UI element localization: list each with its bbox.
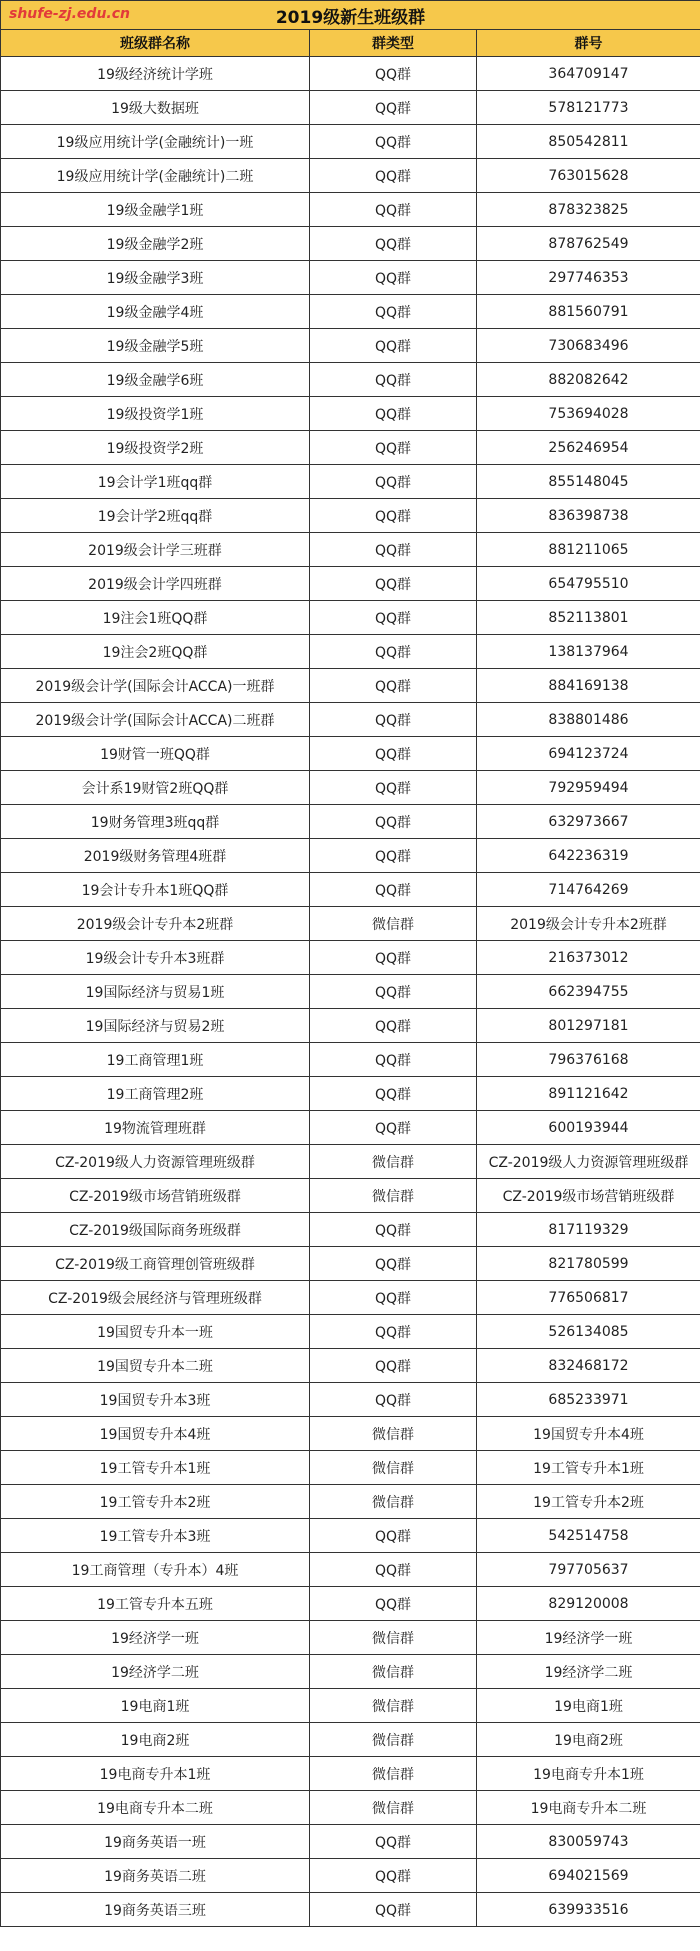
group-number-cell: 19工管专升本1班 [477, 1451, 700, 1485]
group-name-cell: 19工管专升本1班 [1, 1451, 310, 1485]
group-type-cell: QQ群 [310, 397, 477, 431]
group-name-cell: CZ-2019级工商管理创管班级群 [1, 1247, 310, 1281]
table-row [1, 159, 700, 193]
group-type-cell: QQ群 [310, 975, 477, 1009]
group-number-cell: 19经济学二班 [477, 1655, 700, 1689]
group-type-cell: 微信群 [310, 1451, 477, 1485]
group-number-cell: 19经济学一班 [477, 1621, 700, 1655]
group-name-cell: 19注会2班QQ群 [1, 635, 310, 669]
group-name-cell: 19级金融学5班 [1, 329, 310, 363]
table-row [1, 1723, 700, 1757]
group-type-cell: QQ群 [310, 737, 477, 771]
group-number-cell: 578121773 [477, 91, 700, 125]
group-number-cell: 714764269 [477, 873, 700, 907]
group-number-cell: 694021569 [477, 1859, 700, 1893]
group-name-cell: 19国贸专升本3班 [1, 1383, 310, 1417]
group-number-cell: 600193944 [477, 1111, 700, 1145]
group-name-cell: 19财务管理3班qq群 [1, 805, 310, 839]
group-number-cell: 832468172 [477, 1349, 700, 1383]
group-type-cell: QQ群 [310, 227, 477, 261]
group-type-cell: QQ群 [310, 1553, 477, 1587]
table-row [1, 1111, 700, 1145]
group-name-cell: 19工商管理2班 [1, 1077, 310, 1111]
group-name-cell: 19级应用统计学(金融统计)二班 [1, 159, 310, 193]
group-name-cell: 19国贸专升本4班 [1, 1417, 310, 1451]
table-row [1, 771, 700, 805]
group-type-cell: QQ群 [310, 1349, 477, 1383]
group-type-cell: 微信群 [310, 1723, 477, 1757]
group-name-cell: 19级大数据班 [1, 91, 310, 125]
group-type-cell: 微信群 [310, 1179, 477, 1213]
group-number-cell: 817119329 [477, 1213, 700, 1247]
group-type-cell: 微信群 [310, 1689, 477, 1723]
header-group-name: 班级群名称 [1, 30, 310, 57]
group-type-cell: QQ群 [310, 1859, 477, 1893]
table-row [1, 465, 700, 499]
group-name-cell: 19商务英语三班 [1, 1893, 310, 1927]
table-row [1, 1247, 700, 1281]
group-number-cell: CZ-2019级人力资源管理班级群 [477, 1145, 700, 1179]
group-type-cell: QQ群 [310, 839, 477, 873]
table-row [1, 669, 700, 703]
group-number-cell: 882082642 [477, 363, 700, 397]
watermark-text: shufe-zj.edu.cn [9, 6, 130, 22]
group-name-cell: 19级经济统计学班 [1, 57, 310, 91]
group-name-cell: 19工管专升本3班 [1, 1519, 310, 1553]
group-number-cell: 801297181 [477, 1009, 700, 1043]
group-type-cell: QQ群 [310, 635, 477, 669]
group-name-cell: 2019级会计学(国际会计ACCA)一班群 [1, 669, 310, 703]
group-type-cell: QQ群 [310, 57, 477, 91]
table-row [1, 1451, 700, 1485]
table-row [1, 329, 700, 363]
group-number-cell: 2019级会计专升本2班群 [477, 907, 700, 941]
group-type-cell: QQ群 [310, 1009, 477, 1043]
header-group-type: 群类型 [310, 30, 477, 57]
group-number-cell: 797705637 [477, 1553, 700, 1587]
group-number-cell: 685233971 [477, 1383, 700, 1417]
group-type-cell: QQ群 [310, 329, 477, 363]
group-number-cell: 891121642 [477, 1077, 700, 1111]
group-name-cell: CZ-2019级会展经济与管理班级群 [1, 1281, 310, 1315]
group-type-cell: QQ群 [310, 363, 477, 397]
table-row [1, 703, 700, 737]
group-type-cell: QQ群 [310, 1281, 477, 1315]
table-row [1, 941, 700, 975]
group-type-cell: QQ群 [310, 805, 477, 839]
group-name-cell: 19会计专升本1班QQ群 [1, 873, 310, 907]
group-type-cell: 微信群 [310, 1655, 477, 1689]
group-name-cell: 19级投资学2班 [1, 431, 310, 465]
group-name-cell: 19级金融学2班 [1, 227, 310, 261]
table-row [1, 567, 700, 601]
group-type-cell: QQ群 [310, 295, 477, 329]
table-row [1, 227, 700, 261]
group-number-cell: 297746353 [477, 261, 700, 295]
group-number-cell: 881211065 [477, 533, 700, 567]
group-number-cell: 632973667 [477, 805, 700, 839]
table-row [1, 839, 700, 873]
group-type-cell: QQ群 [310, 1213, 477, 1247]
group-name-cell: 19注会1班QQ群 [1, 601, 310, 635]
group-number-cell: CZ-2019级市场营销班级群 [477, 1179, 700, 1213]
group-name-cell: CZ-2019级市场营销班级群 [1, 1179, 310, 1213]
group-number-cell: 796376168 [477, 1043, 700, 1077]
group-type-cell: 微信群 [310, 1145, 477, 1179]
group-type-cell: QQ群 [310, 91, 477, 125]
group-name-cell: 2019级会计学(国际会计ACCA)二班群 [1, 703, 310, 737]
table-row [1, 261, 700, 295]
group-name-cell: 19商务英语一班 [1, 1825, 310, 1859]
group-name-cell: 19级投资学1班 [1, 397, 310, 431]
group-number-cell: 662394755 [477, 975, 700, 1009]
group-number-cell: 19电商1班 [477, 1689, 700, 1723]
table-row [1, 1893, 700, 1927]
group-number-cell: 19工管专升本2班 [477, 1485, 700, 1519]
group-type-cell: QQ群 [310, 1383, 477, 1417]
group-name-cell: CZ-2019级人力资源管理班级群 [1, 1145, 310, 1179]
header-row [1, 30, 700, 57]
table-row [1, 1077, 700, 1111]
group-number-cell: 838801486 [477, 703, 700, 737]
table-row [1, 975, 700, 1009]
group-name-cell: 19财管一班QQ群 [1, 737, 310, 771]
group-type-cell: QQ群 [310, 533, 477, 567]
group-name-cell: 19级金融学3班 [1, 261, 310, 295]
group-name-cell: 19电商2班 [1, 1723, 310, 1757]
group-number-cell: 19电商专升本1班 [477, 1757, 700, 1791]
group-number-cell: 884169138 [477, 669, 700, 703]
group-number-cell: 730683496 [477, 329, 700, 363]
group-type-cell: QQ群 [310, 771, 477, 805]
group-type-cell: QQ群 [310, 1247, 477, 1281]
group-number-cell: 542514758 [477, 1519, 700, 1553]
group-number-cell: 852113801 [477, 601, 700, 635]
group-name-cell: 会计系19财管2班QQ群 [1, 771, 310, 805]
group-type-cell: QQ群 [310, 1077, 477, 1111]
group-name-cell: 19工商管理1班 [1, 1043, 310, 1077]
table-row [1, 1519, 700, 1553]
table-row [1, 533, 700, 567]
group-name-cell: 19级金融学4班 [1, 295, 310, 329]
group-type-cell: QQ群 [310, 567, 477, 601]
table-row [1, 601, 700, 635]
group-number-cell: 526134085 [477, 1315, 700, 1349]
group-name-cell: 19国贸专升本二班 [1, 1349, 310, 1383]
table-row [1, 1281, 700, 1315]
group-name-cell: 19商务英语二班 [1, 1859, 310, 1893]
table-row [1, 1145, 700, 1179]
group-name-cell: 19工商管理（专升本）4班 [1, 1553, 310, 1587]
group-name-cell: 19工管专升本五班 [1, 1587, 310, 1621]
group-type-cell: QQ群 [310, 703, 477, 737]
group-type-cell: QQ群 [310, 1043, 477, 1077]
table-row [1, 1587, 700, 1621]
table-row [1, 1621, 700, 1655]
table-row [1, 499, 700, 533]
group-number-cell: 694123724 [477, 737, 700, 771]
group-number-cell: 829120008 [477, 1587, 700, 1621]
group-number-cell: 836398738 [477, 499, 700, 533]
group-type-cell: 微信群 [310, 1757, 477, 1791]
group-type-cell: QQ群 [310, 431, 477, 465]
table-row [1, 635, 700, 669]
group-name-cell: 2019级财务管理4班群 [1, 839, 310, 873]
group-name-cell: 19会计学1班qq群 [1, 465, 310, 499]
table-row [1, 1553, 700, 1587]
group-type-cell: 微信群 [310, 1417, 477, 1451]
group-number-cell: 855148045 [477, 465, 700, 499]
group-type-cell: QQ群 [310, 125, 477, 159]
group-name-cell: 2019级会计学三班群 [1, 533, 310, 567]
table-row [1, 431, 700, 465]
group-name-cell: 19级金融学6班 [1, 363, 310, 397]
table-row [1, 1689, 700, 1723]
group-type-cell: QQ群 [310, 941, 477, 975]
group-type-cell: QQ群 [310, 193, 477, 227]
group-name-cell: 19国际经济与贸易1班 [1, 975, 310, 1009]
group-name-cell: 19经济学一班 [1, 1621, 310, 1655]
group-number-cell: 19电商2班 [477, 1723, 700, 1757]
group-type-cell: QQ群 [310, 1893, 477, 1927]
table-row [1, 193, 700, 227]
group-name-cell: 2019级会计学四班群 [1, 567, 310, 601]
table-row [1, 1859, 700, 1893]
table-row [1, 1383, 700, 1417]
group-type-cell: 微信群 [310, 1791, 477, 1825]
group-number-cell: 19电商专升本二班 [477, 1791, 700, 1825]
table-row [1, 295, 700, 329]
table-row [1, 125, 700, 159]
group-type-cell: 微信群 [310, 1485, 477, 1519]
group-type-cell: QQ群 [310, 1111, 477, 1145]
group-name-cell: 19会计学2班qq群 [1, 499, 310, 533]
table-row [1, 737, 700, 771]
group-type-cell: QQ群 [310, 1315, 477, 1349]
table-row [1, 1655, 700, 1689]
group-name-cell: 19经济学二班 [1, 1655, 310, 1689]
group-name-cell: 19级金融学1班 [1, 193, 310, 227]
group-type-cell: QQ群 [310, 261, 477, 295]
group-name-cell: 19电商专升本二班 [1, 1791, 310, 1825]
group-type-cell: QQ群 [310, 1519, 477, 1553]
table-title-cell [1, 1, 700, 30]
table-row [1, 1825, 700, 1859]
table-row [1, 1179, 700, 1213]
group-name-cell: 19国际经济与贸易2班 [1, 1009, 310, 1043]
table-row [1, 57, 700, 91]
table-row [1, 1485, 700, 1519]
table-row [1, 873, 700, 907]
group-number-cell: 821780599 [477, 1247, 700, 1281]
group-name-cell: 19物流管理班群 [1, 1111, 310, 1145]
group-number-cell: 776506817 [477, 1281, 700, 1315]
group-number-cell: 216373012 [477, 941, 700, 975]
group-number-cell: 256246954 [477, 431, 700, 465]
table-row [1, 1315, 700, 1349]
group-number-cell: 763015628 [477, 159, 700, 193]
table-row [1, 1349, 700, 1383]
group-name-cell: CZ-2019级国际商务班级群 [1, 1213, 310, 1247]
group-number-cell: 792959494 [477, 771, 700, 805]
group-number-cell: 830059743 [477, 1825, 700, 1859]
group-number-cell: 878762549 [477, 227, 700, 261]
group-name-cell: 19国贸专升本一班 [1, 1315, 310, 1349]
table-row [1, 1009, 700, 1043]
group-name-cell: 19级应用统计学(金融统计)一班 [1, 125, 310, 159]
table-row [1, 907, 700, 941]
table-body [1, 57, 700, 1927]
group-number-cell: 881560791 [477, 295, 700, 329]
group-number-cell: 878323825 [477, 193, 700, 227]
group-type-cell: QQ群 [310, 499, 477, 533]
group-type-cell: QQ群 [310, 669, 477, 703]
title-row [1, 1, 700, 30]
group-type-cell: QQ群 [310, 873, 477, 907]
group-type-cell: QQ群 [310, 159, 477, 193]
table-title: 2019级新生班级群 [275, 7, 426, 28]
group-number-cell: 639933516 [477, 1893, 700, 1927]
table-row [1, 1791, 700, 1825]
table-row [1, 91, 700, 125]
group-type-cell: QQ群 [310, 465, 477, 499]
group-number-cell: 19国贸专升本4班 [477, 1417, 700, 1451]
group-type-cell: 微信群 [310, 1621, 477, 1655]
table-row [1, 1043, 700, 1077]
group-number-cell: 642236319 [477, 839, 700, 873]
group-number-cell: 850542811 [477, 125, 700, 159]
table-row [1, 1417, 700, 1451]
table-row [1, 397, 700, 431]
group-number-cell: 753694028 [477, 397, 700, 431]
group-type-cell: QQ群 [310, 1825, 477, 1859]
group-name-cell: 19电商专升本1班 [1, 1757, 310, 1791]
table-row [1, 1213, 700, 1247]
group-number-cell: 364709147 [477, 57, 700, 91]
group-name-cell: 19工管专升本2班 [1, 1485, 310, 1519]
table-row [1, 1757, 700, 1791]
group-name-cell: 2019级会计专升本2班群 [1, 907, 310, 941]
table-row [1, 805, 700, 839]
group-name-cell: 19电商1班 [1, 1689, 310, 1723]
table-row [1, 363, 700, 397]
group-number-cell: 654795510 [477, 567, 700, 601]
header-group-number: 群号 [477, 30, 700, 57]
group-number-cell: 138137964 [477, 635, 700, 669]
group-type-cell: QQ群 [310, 1587, 477, 1621]
group-type-cell: 微信群 [310, 907, 477, 941]
group-type-cell: QQ群 [310, 601, 477, 635]
group-name-cell: 19级会计专升本3班群 [1, 941, 310, 975]
